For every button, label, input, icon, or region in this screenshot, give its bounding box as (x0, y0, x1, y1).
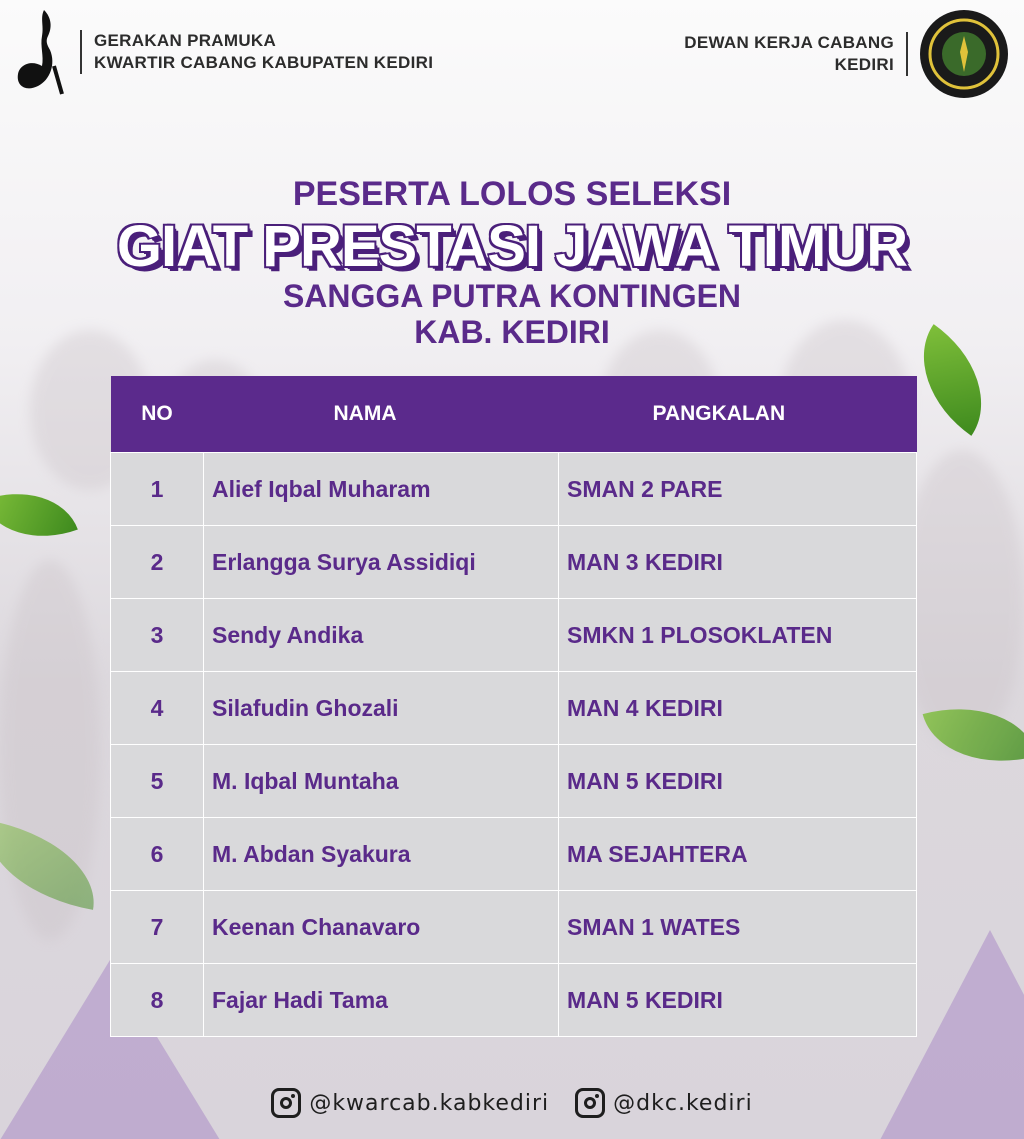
header-left-line1: GERAKAN PRAMUKA (94, 31, 277, 50)
table-row (111, 672, 917, 745)
table-row (111, 599, 917, 672)
row-no: 8 (111, 964, 204, 1037)
header-pangkalan: PANGKALAN (559, 376, 917, 453)
dkc-emblem-icon (918, 8, 1010, 100)
table-header-row (111, 376, 917, 453)
header-right-line2: KEDIRI (834, 55, 894, 74)
row-nama: Alief Iqbal Muharam (204, 453, 559, 526)
title-block (0, 172, 1024, 350)
header-left (14, 6, 433, 98)
title-line3: SANGGA PUTRA KONTINGEN (282, 278, 742, 314)
tunas-kelapa-logo-icon (14, 6, 70, 98)
row-no: 4 (111, 672, 204, 745)
header-left-line2: KWARTIR CABANG KABUPATEN KEDIRI (94, 53, 434, 72)
row-pangkalan: MA SEJAHTERA (559, 818, 917, 891)
row-nama: Erlangga Surya Assidiqi (204, 526, 559, 599)
row-no: 6 (111, 818, 204, 891)
row-no: 5 (111, 745, 204, 818)
title-line4: KAB. KEDIRI (414, 314, 610, 350)
row-nama: Sendy Andika (204, 599, 559, 672)
table-row (111, 964, 917, 1037)
row-no: 1 (111, 453, 204, 526)
row-pangkalan: SMAN 2 PARE (559, 453, 917, 526)
leaf-decoration (0, 473, 78, 557)
title-line1: PESERTA LOLOS SELEKSI (292, 175, 732, 213)
instagram-handle-kwarcab[interactable] (271, 1088, 549, 1118)
row-no: 7 (111, 891, 204, 964)
handle-text: @dkc.kediri (613, 1090, 753, 1116)
row-nama: M. Abdan Syakura (204, 818, 559, 891)
participants-table (110, 376, 917, 1037)
instagram-handle-dkc[interactable] (575, 1088, 753, 1118)
row-pangkalan: MAN 5 KEDIRI (559, 964, 917, 1037)
table-row (111, 891, 917, 964)
row-nama: Keenan Chanavaro (204, 891, 559, 964)
header-right-line1: DEWAN KERJA CABANG (684, 33, 894, 52)
header-right (684, 8, 1010, 100)
row-pangkalan: MAN 4 KEDIRI (559, 672, 917, 745)
instagram-icon (575, 1088, 605, 1118)
row-no: 3 (111, 599, 204, 672)
footer (0, 1088, 1024, 1118)
header-nama: NAMA (204, 376, 559, 453)
row-nama: Silafudin Ghozali (204, 672, 559, 745)
row-no: 2 (111, 526, 204, 599)
instagram-icon (271, 1088, 301, 1118)
row-pangkalan: SMAN 1 WATES (559, 891, 917, 964)
title-line2: GIAT PRESTASI JAWA TIMUR (116, 214, 908, 279)
table-row (111, 818, 917, 891)
row-pangkalan: MAN 5 KEDIRI (559, 745, 917, 818)
table-row (111, 453, 917, 526)
header-no: NO (111, 376, 204, 453)
row-nama: M. Iqbal Muntaha (204, 745, 559, 818)
table-row (111, 526, 917, 599)
row-nama: Fajar Hadi Tama (204, 964, 559, 1037)
row-pangkalan: SMKN 1 PLOSOKLATEN (559, 599, 917, 672)
row-pangkalan: MAN 3 KEDIRI (559, 526, 917, 599)
handle-text: @kwarcab.kabkediri (309, 1090, 550, 1116)
table-row (111, 745, 917, 818)
